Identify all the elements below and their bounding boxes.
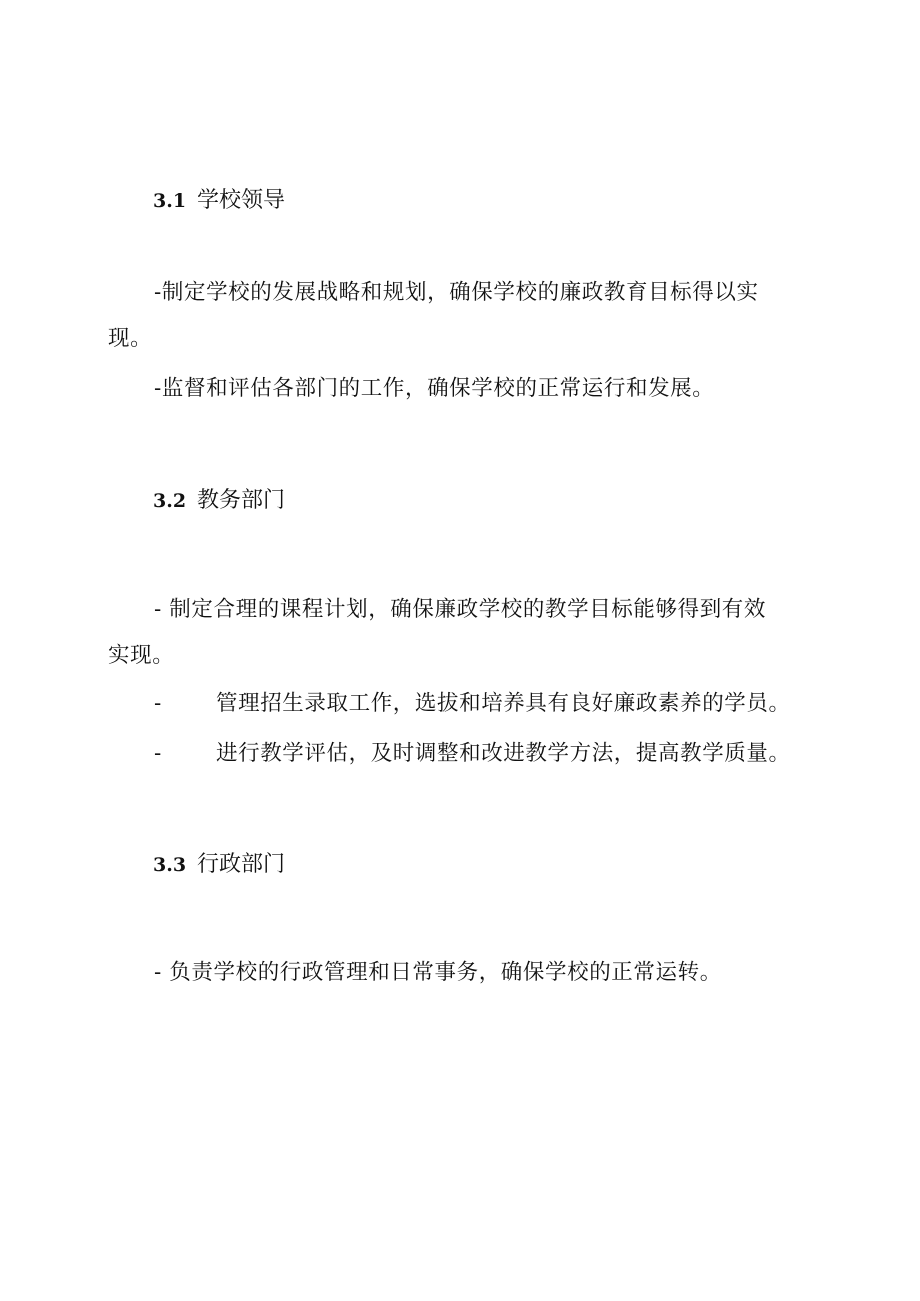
list-dash: - (154, 741, 162, 766)
section-heading-3-2 (153, 486, 285, 516)
list-item (154, 681, 791, 727)
list-item-text: 管理招生录取工作，选拔和培养具有良好廉政素养的学员。 (216, 691, 791, 716)
paragraph-line: - 负责学校的行政管理和日常事务，确保学校的正常运转。 (154, 960, 722, 985)
list-item (154, 731, 791, 777)
paragraph (108, 270, 808, 362)
paragraph-line: -监督和评估各部门的工作，确保学校的正常运行和发展。 (154, 376, 715, 401)
section-title: 学校领导 (197, 188, 286, 213)
section-heading-3-1 (153, 186, 285, 216)
section-title: 教务部门 (197, 488, 286, 513)
list-item-text: 进行教学评估，及时调整和改进教学方法，提高教学质量。 (216, 741, 791, 766)
paragraph-line: - 制定合理的课程计划，确保廉政学校的教学目标能够得到有效 (154, 597, 767, 622)
paragraph (108, 587, 808, 679)
section-number: 3.2 (153, 490, 187, 512)
paragraph-line: -制定学校的发展战略和规划，确保学校的廉政教育目标得以实 (154, 280, 759, 305)
list-dash: - (154, 691, 162, 716)
section-title: 行政部门 (197, 852, 286, 877)
section-number: 3.1 (153, 190, 187, 212)
paragraph (108, 366, 808, 412)
section-heading-3-3 (153, 850, 285, 880)
section-number: 3.3 (153, 854, 187, 876)
paragraph-line: 实现。 (108, 643, 175, 668)
paragraph (108, 950, 808, 996)
paragraph-line: 现。 (108, 326, 153, 351)
